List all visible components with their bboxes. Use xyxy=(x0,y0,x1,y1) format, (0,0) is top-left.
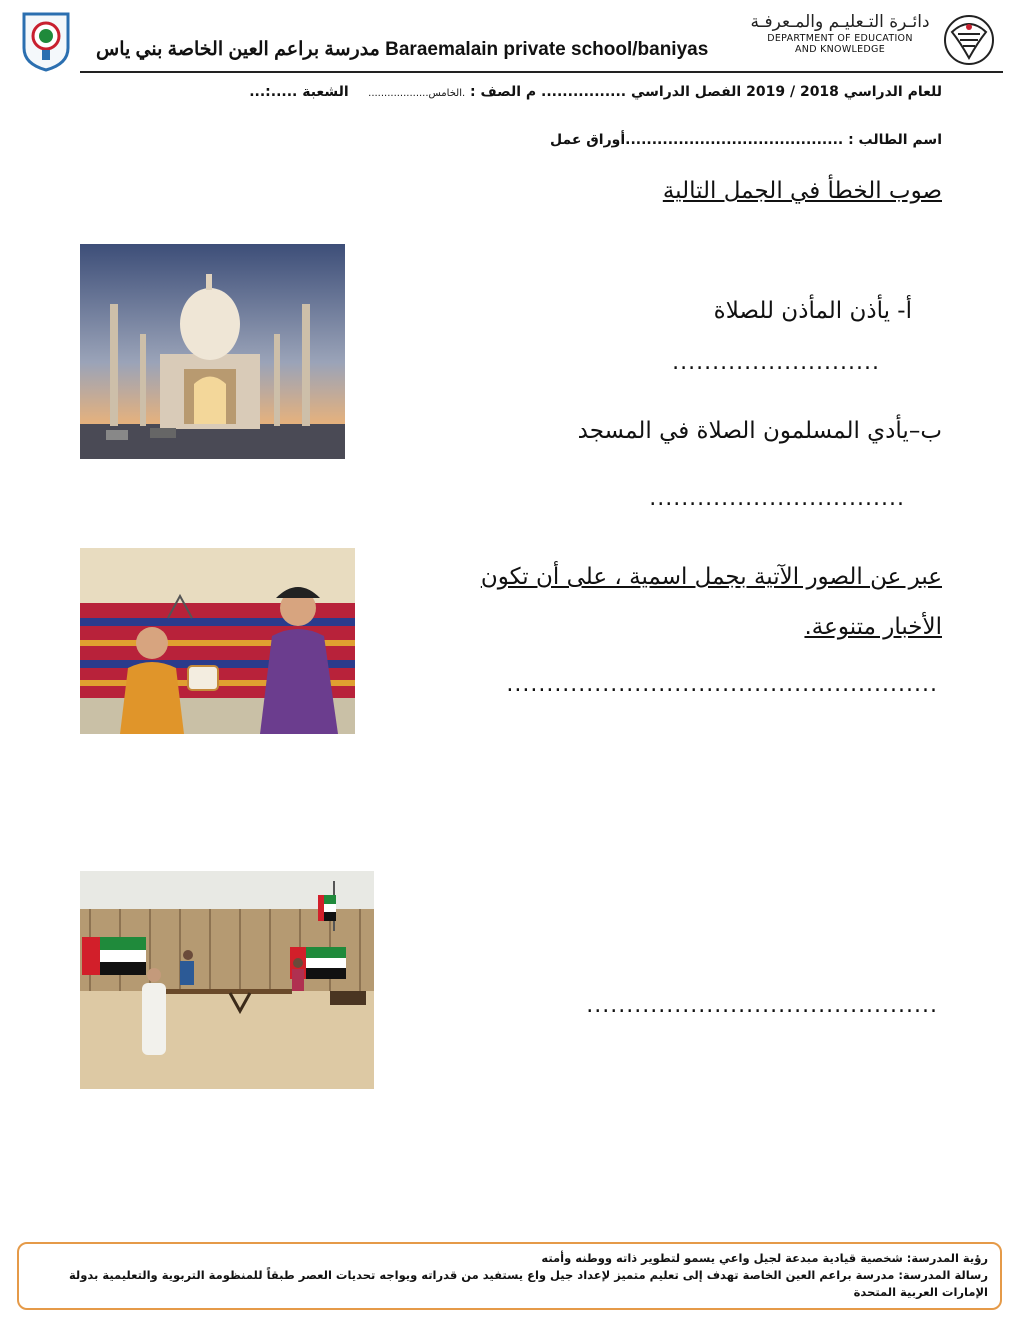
exercise-1-title: صوب الخطأ في الجمل التالية xyxy=(662,178,942,204)
heritage-yard-photo xyxy=(80,871,374,1089)
children-traditional-dress-photo xyxy=(80,548,355,734)
answer-line-b: ................................ xyxy=(649,486,905,511)
exercise-1-item-a: أ- يأذن المأذن للصلاة xyxy=(713,298,912,324)
school-name: مدرسة براعم العين الخاصة بني ياس Baraemalain private school/baniyas xyxy=(96,39,709,60)
department-name-arabic: دائـرة التـعليـم والمـعرفـة xyxy=(750,12,930,32)
exercise-1-item-b: ب–يأدي المسلمون الصلاة في المسجد xyxy=(577,418,942,444)
exercise-2-title: عبر عن الصور الآتية بجمل اسمية ، على أن تكون الأخبار متنوعة. xyxy=(480,564,942,640)
department-name-english-2: AND KNOWLEDGE xyxy=(794,43,886,55)
student-name-line: اسم الطالب : .........................................أوراق عمل xyxy=(549,132,942,148)
section-field: الشعبة .....:... xyxy=(249,84,349,100)
uae-flag-left xyxy=(82,937,146,975)
school-logo xyxy=(20,10,72,72)
department-name-english-1: DEPARTMENT OF EDUCATION xyxy=(767,33,913,44)
answer-line-picture-1: ...................................................... xyxy=(506,672,938,697)
mosque-photo xyxy=(80,244,345,459)
answer-line-a: .......................... xyxy=(672,350,880,375)
school-mission: رسالة المدرسة: مدرسة براعم العين الخاصة تهدف إلى تعليم متميز لإعداد جيل واع يستفيد من قدراته ويواجه تحديات العصر طبقاً للمنظومة التربوية والتعليمية بدولة الإمارات العربية المتحدة xyxy=(68,1268,988,1299)
school-vision-mission-box xyxy=(17,1242,1002,1310)
academic-year-term-grade: للعام الدراسي 2018 / 2019 الفصل الدراسي ................ م الصف : xyxy=(470,84,942,100)
school-vision: رؤية المدرسة: شخصية قيادية مبدعة لجيل واعي يسمو لتطوير ذاته ووطنه وأمته xyxy=(541,1251,988,1265)
grade-value: .الخامس................... xyxy=(368,88,466,99)
answer-line-picture-2: ............................................ xyxy=(586,993,938,1018)
department-emblem xyxy=(938,12,1000,68)
header-divider xyxy=(80,71,1003,73)
academic-info-line xyxy=(249,84,942,100)
department-name xyxy=(745,14,935,54)
